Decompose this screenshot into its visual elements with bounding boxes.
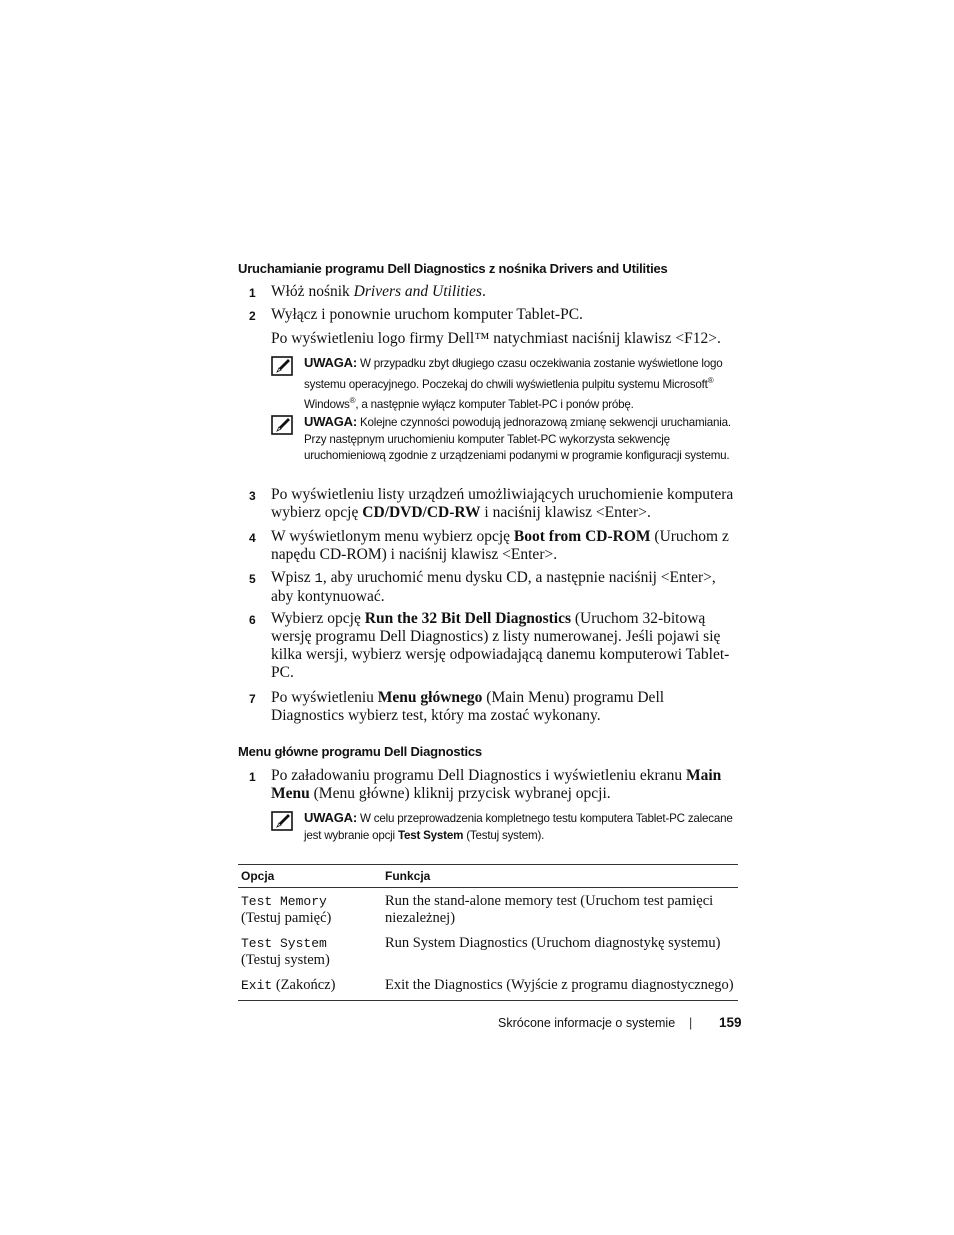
option-cell bbox=[238, 888, 382, 931]
note-text-part: Kolejne czynności powodują jednorazową zmianę sekwencji uruchamiania. Przy następnym uruchomieniu komputer Tablet-PC wykorzysta sekwencję uruchomieniową zgodnie z urządzeniami podanymi w programie konfiguracji systemu. bbox=[304, 416, 731, 462]
screen-name: Main Menu bbox=[271, 767, 722, 802]
step-number: 1 bbox=[249, 770, 256, 784]
option-name: Boot from CD-ROM bbox=[513, 528, 651, 545]
note-label: UWAGA: bbox=[304, 414, 357, 429]
step-text: Włóż nośnik bbox=[271, 283, 354, 300]
table-row bbox=[238, 930, 738, 972]
option-code: Test Memory bbox=[241, 894, 327, 909]
footer-separator: | bbox=[689, 1016, 693, 1030]
step-text bbox=[271, 610, 739, 682]
step-text-part: (Uruchom 32-bitową wersję programu Dell Diagnostics) z listy numerowanej. Jeśli pojawi się kilka wersji, wybierz wersję odpowiadającą danemu komputerowi Tablet-PC. bbox=[271, 610, 730, 681]
step-text-part: i naciśnij klawisz <Enter>. bbox=[480, 504, 651, 521]
note-text-part: , a następnie wyłącz komputer Tablet-PC i ponów próbę. bbox=[355, 397, 634, 411]
note-label: UWAGA: bbox=[304, 355, 357, 370]
function-cell: Run the stand-alone memory test (Uruchom test pamięci niezależnej) bbox=[385, 893, 714, 926]
option-label: (Zakończ) bbox=[272, 977, 336, 993]
option-name: Test System bbox=[397, 828, 464, 842]
step-text-part: (Menu główne) kliknij przycisk wybranej opcji. bbox=[309, 785, 611, 802]
footer-section-title: Skrócone informacje o systemie bbox=[498, 1016, 676, 1030]
note-pencil-icon bbox=[271, 811, 293, 831]
note-text-part: Windows bbox=[304, 397, 350, 411]
table-row bbox=[238, 972, 738, 1001]
option-code: Exit bbox=[241, 978, 273, 993]
step-text: Wyłącz i ponownie uruchom komputer Tablet-PC. bbox=[271, 306, 583, 323]
step-text bbox=[271, 569, 739, 606]
step-number: 3 bbox=[249, 489, 256, 503]
note-label: UWAGA: bbox=[304, 810, 357, 825]
section-heading-main-menu: Menu główne programu Dell Diagnostics bbox=[238, 744, 482, 759]
step-number: 2 bbox=[249, 309, 256, 323]
step-text-part: (Main Menu) programu Dell Diagnostics wybierz test, który ma zostać wykonany. bbox=[271, 689, 665, 724]
step-number: 5 bbox=[249, 572, 256, 586]
note-text-part: W celu przeprowadzenia kompletnego testu komputera Tablet-PC zalecane jest wybranie opcji bbox=[304, 812, 733, 842]
table-header-row bbox=[238, 865, 738, 888]
step-text-part: Wybierz opcję bbox=[271, 610, 365, 627]
step-text-part: Po wyświetleniu bbox=[271, 689, 378, 706]
code-text: 1 bbox=[314, 571, 323, 587]
section-heading-drivers-utilities: Uruchamianie programu Dell Diagnostics z nośnika Drivers and Utilities bbox=[238, 261, 668, 276]
function-cell: Exit the Diagnostics (Wyjście z programu diagnostycznego) bbox=[382, 972, 738, 1001]
step-number: 6 bbox=[249, 613, 256, 627]
step-text bbox=[271, 767, 739, 803]
note-text bbox=[304, 355, 744, 413]
step-text-part: (Uruchom z napędu CD-ROM) i naciśnij klawisz <Enter>. bbox=[271, 528, 729, 563]
step-number: 7 bbox=[249, 692, 256, 706]
note-pencil-icon bbox=[271, 356, 293, 376]
step-number: 4 bbox=[249, 531, 256, 545]
step-text-part: Po wyświetleniu listy urządzeń umożliwiających uruchomienie komputera wybierz opcję bbox=[271, 486, 734, 521]
option-cell bbox=[238, 930, 382, 972]
note-text-part: (Testuj system). bbox=[463, 828, 545, 842]
option-cell bbox=[238, 972, 382, 1001]
note-pencil-icon bbox=[271, 415, 293, 435]
option-label: (Testuj system) bbox=[241, 952, 330, 968]
header-funkcja: Funkcja bbox=[382, 865, 738, 888]
header-opcja: Opcja bbox=[238, 865, 382, 888]
option-code: Test System bbox=[241, 936, 327, 951]
function-cell: Run System Diagnostics (Uruchom diagnostykę systemu) bbox=[385, 935, 721, 951]
step-text bbox=[271, 689, 739, 725]
step-text-part: Po załadowaniu programu Dell Diagnostics i wyświetleniu ekranu bbox=[271, 767, 686, 784]
step-text-part: , aby uruchomić menu dysku CD, a następnie naciśnij <Enter>, aby kontynuować. bbox=[271, 569, 716, 605]
step-text bbox=[271, 528, 739, 564]
registered-mark: ® bbox=[707, 375, 714, 385]
step-text-part: Wpisz bbox=[271, 569, 315, 586]
page-number: 159 bbox=[719, 1015, 742, 1030]
option-name: Run the 32 Bit Dell Diagnostics bbox=[364, 610, 571, 627]
note-text bbox=[304, 414, 744, 465]
menu-name: Menu głównego bbox=[377, 689, 483, 706]
options-table bbox=[238, 864, 738, 1001]
registered-mark: ® bbox=[349, 395, 356, 405]
option-label: (Testuj pamięć) bbox=[241, 910, 332, 926]
note-text bbox=[304, 810, 744, 844]
f12-paragraph: Po wyświetleniu logo firmy Dell™ natychmiast naciśnij klawisz <F12>. bbox=[271, 330, 721, 347]
table-row bbox=[238, 888, 738, 931]
step-text-part: W wyświetlonym menu wybierz opcję bbox=[271, 528, 514, 545]
option-name: CD/DVD/CD-RW bbox=[362, 504, 481, 521]
step-number: 1 bbox=[249, 286, 256, 300]
step-text-end: . bbox=[481, 283, 486, 300]
media-name: Drivers and Utilities bbox=[353, 283, 482, 300]
note-text-part: W przypadku zbyt długiego czasu oczekiwania zostanie wyświetlone logo systemu operacyjnego. Poczekaj do chwili wyświetlenia pulpitu systemu Microsoft bbox=[304, 357, 723, 391]
step-text bbox=[271, 486, 739, 522]
